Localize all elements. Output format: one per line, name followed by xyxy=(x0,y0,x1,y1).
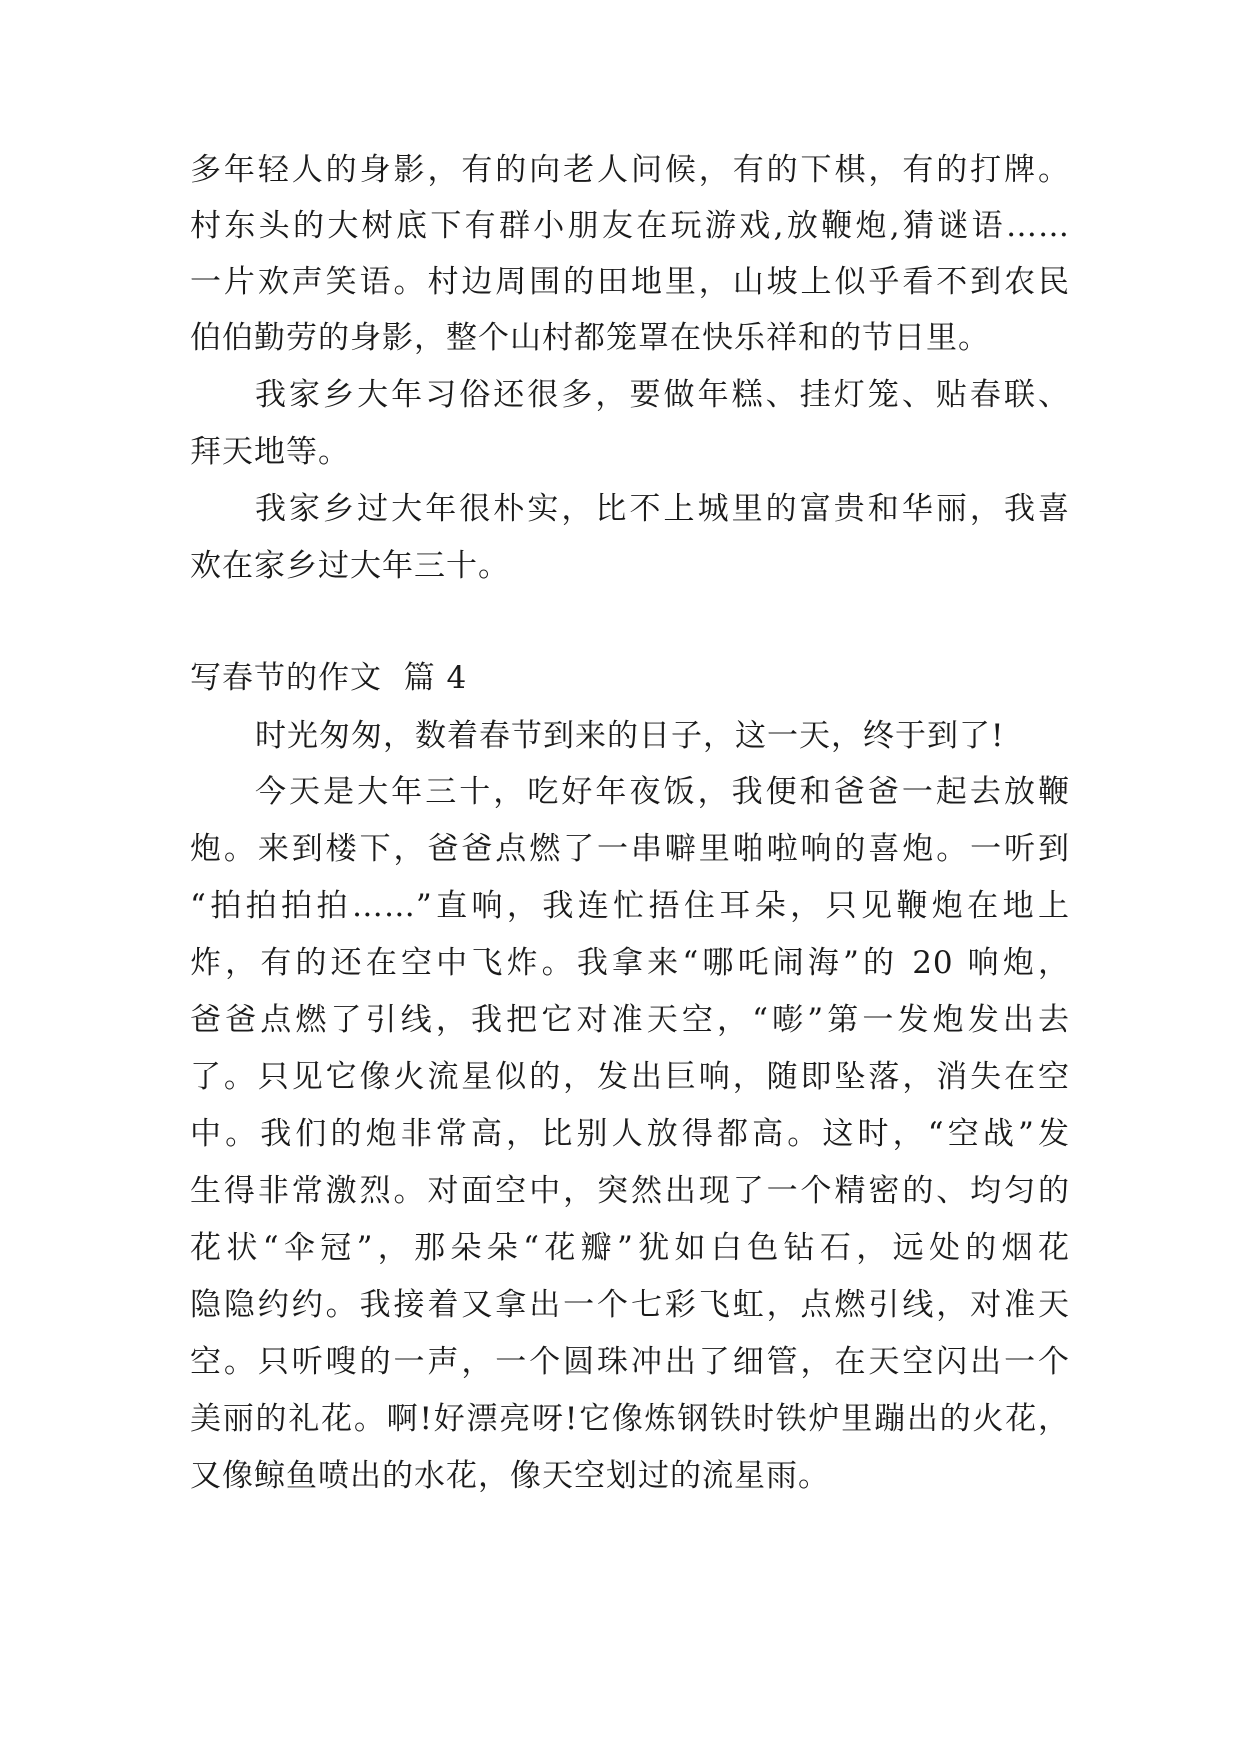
text-line: 又像鲸鱼喷出的水花，像天空划过的流星雨。 xyxy=(190,1458,830,1494)
text-line: 伯伯勤劳的身影，整个山村都笼罩在快乐祥和的节日里。 xyxy=(190,320,990,356)
text-line: 拜天地等。 xyxy=(190,434,350,470)
text-line: 空。只听嗖的一声，一个圆珠冲出了细管，在天空闪出一个 xyxy=(190,1344,1070,1380)
text-line: 炮。来到楼下，爸爸点燃了一串噼里啪啦响的喜炮。一听到 xyxy=(190,831,1070,867)
text-line: 一片欢声笑语。村边周围的田地里，山坡上似乎看不到农民 xyxy=(190,264,1070,300)
text-line: 炸，有的还在空中飞炸。我拿来“哪吒闹海”的 20 响炮， xyxy=(190,945,1070,981)
text-line: 美丽的礼花。啊!好漂亮呀!它像炼钢铁时铁炉里蹦出的火花， xyxy=(190,1401,1070,1437)
paragraph-first-line: 我家乡大年习俗还很多，要做年糕、挂灯笼、贴春联、 xyxy=(255,377,1070,413)
text-line: 村东头的大树底下有群小朋友在玩游戏,放鞭炮,猜谜语…… xyxy=(190,208,1070,244)
text-line: 花状“伞冠”，那朵朵“花瓣”犹如白色钻石，远处的烟花 xyxy=(190,1230,1070,1266)
text-line: 多年轻人的身影，有的向老人问候，有的下棋，有的打牌。 xyxy=(190,152,1070,188)
text-line: 欢在家乡过大年三十。 xyxy=(190,548,510,584)
paragraph-first-line: 我家乡过大年很朴实，比不上城里的富贵和华丽，我喜 xyxy=(255,491,1070,527)
text-line: 中。我们的炮非常高，比别人放得都高。这时，“空战”发 xyxy=(190,1116,1070,1152)
text-line: “拍拍拍拍……”直响，我连忙捂住耳朵，只见鞭炮在地上 xyxy=(190,888,1070,924)
text-line: 爸爸点燃了引线，我把它对准天空，“嘭”第一发炮发出去 xyxy=(190,1002,1070,1038)
text-line: 隐隐约约。我接着又拿出一个七彩飞虹，点燃引线，对准天 xyxy=(190,1287,1070,1323)
paragraph-first-line: 时光匆匆，数着春节到来的日子，这一天，终于到了! xyxy=(255,718,1005,754)
section-heading: 写春节的作文 篇 4 xyxy=(190,660,468,696)
text-line: 了。只见它像火流星似的，发出巨响，随即坠落，消失在空 xyxy=(190,1059,1070,1095)
paragraph-first-line: 今天是大年三十，吃好年夜饭，我便和爸爸一起去放鞭 xyxy=(255,774,1070,810)
text-line: 生得非常激烈。对面空中，突然出现了一个精密的、均匀的 xyxy=(190,1173,1070,1209)
